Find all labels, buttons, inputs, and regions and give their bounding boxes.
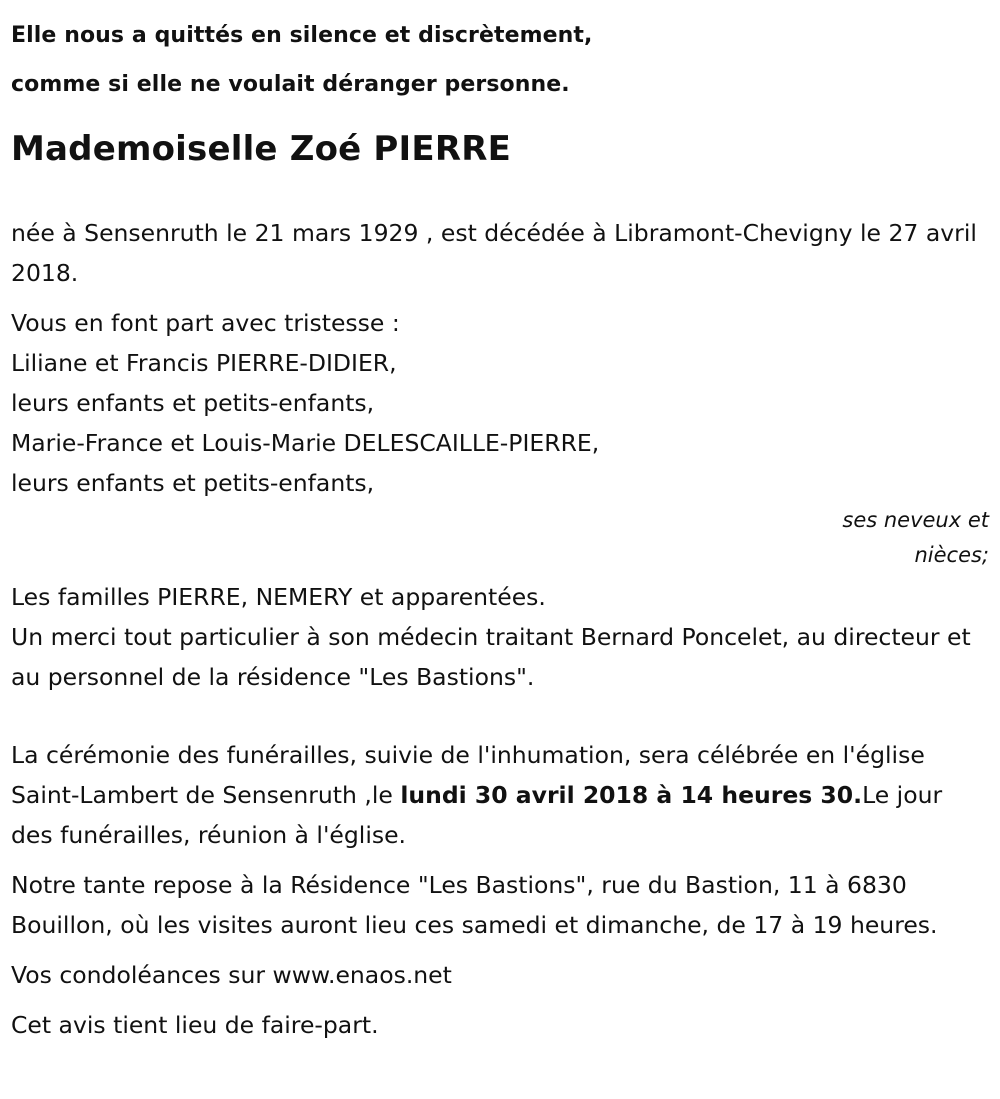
- epigraph-line-1: Elle nous a quittés en silence et discrètement,: [11, 23, 593, 48]
- nephews-line-2: nièces;: [914, 543, 989, 567]
- deceased-name: Mademoiselle Zoé PIERRE: [11, 129, 512, 169]
- nephews-nieces: [11, 503, 990, 573]
- nephews-line-1: ses neveux et: [842, 508, 989, 532]
- ceremony-intro: La cérémonie des funérailles, suivie de l'inhumation, sera célébrée en l'église Saint-Lambert de Sensenruth ,le: [11, 741, 925, 809]
- notice-statement: Cet avis tient lieu de faire-part.: [11, 1011, 379, 1039]
- families-block: [11, 577, 990, 697]
- ceremony-outro: Le jour des funérailles, réunion à l'église.: [11, 781, 943, 849]
- ceremony-info: [11, 735, 990, 855]
- family-line: leurs enfants et petits-enfants,: [11, 469, 375, 497]
- epigraph: [11, 0, 990, 109]
- condolences-info: Vos condoléances sur www.enaos.net: [11, 961, 452, 989]
- extended-families: Les familles PIERRE, NEMERY et apparentées.: [11, 583, 546, 611]
- announcement-block: [11, 303, 990, 503]
- ceremony-date: lundi 30 avril 2018 à 14 heures 30.: [400, 781, 863, 809]
- family-line: Marie-France et Louis-Marie DELESCAILLE-PIERRE,: [11, 429, 600, 457]
- epigraph-line-2: comme si elle ne voulait déranger personne.: [11, 72, 570, 97]
- family-line: Liliane et Francis PIERRE-DIDIER,: [11, 349, 397, 377]
- visitation-info: Notre tante repose à la Résidence "Les Bastions", rue du Bastion, 11 à 6830 Bouillon, où les visites auront lieu ces samedi et dimanche, de 17 à 19 heures.: [11, 871, 938, 939]
- thanks-message: Un merci tout particulier à son médecin traitant Bernard Poncelet, au directeur et au personnel de la résidence "Les Bastions".: [11, 623, 971, 691]
- birth-death-info: née à Sensenruth le 21 mars 1929 , est décédée à Libramont-Chevigny le 27 avril 2018.: [11, 219, 977, 287]
- family-line: leurs enfants et petits-enfants,: [11, 389, 375, 417]
- announcement-intro: Vous en font part avec tristesse :: [11, 309, 400, 337]
